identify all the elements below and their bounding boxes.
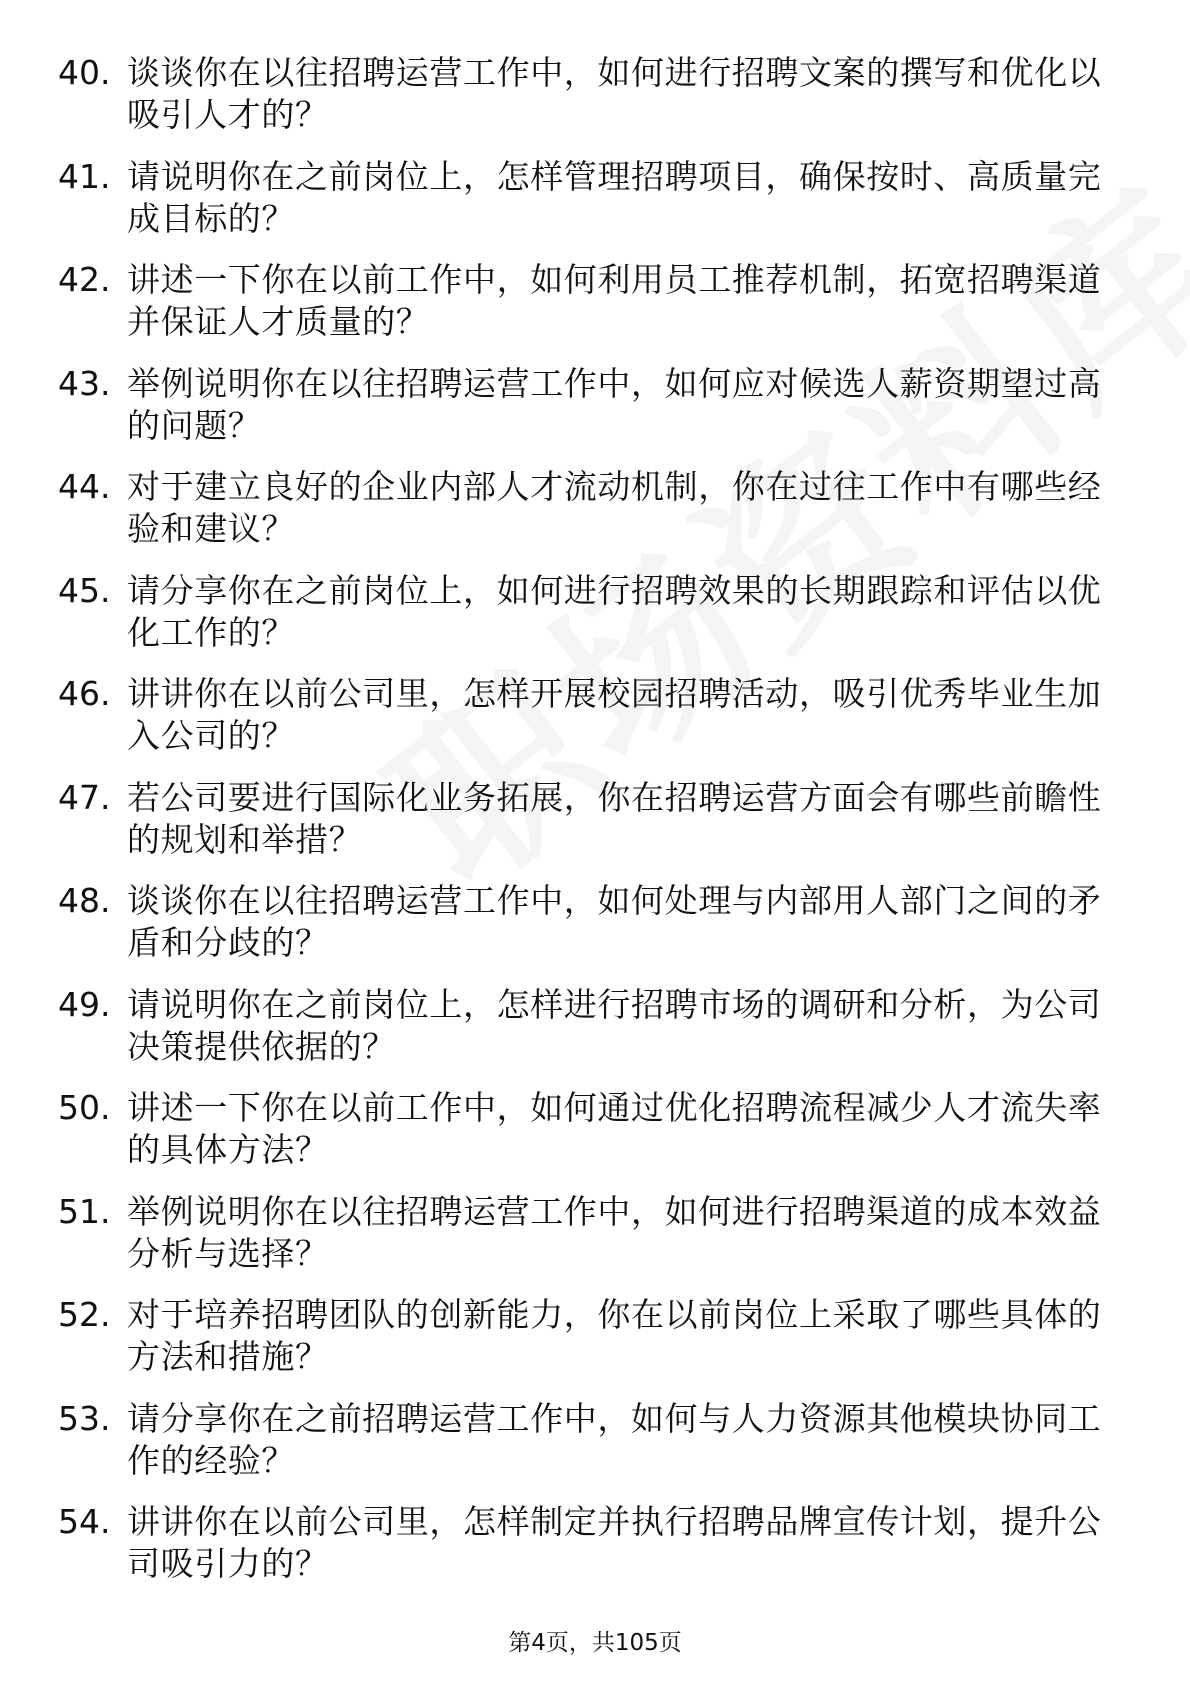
question-number: 44.	[58, 467, 111, 506]
question-item	[0, 1087, 1190, 1191]
question-item	[0, 777, 1190, 881]
question-number: 48.	[58, 881, 111, 920]
question-text: 请说明你在之前岗位上，怎样进行招聘市场的调研和分析，为公司决策提供依据的？	[127, 984, 1102, 1066]
question-number: 54.	[58, 1502, 111, 1541]
question-number: 52.	[58, 1295, 111, 1334]
question-text: 讲述一下你在以前工作中，如何利用员工推荐机制，拓宽招聘渠道并保证人才质量的？	[127, 260, 1102, 341]
question-text: 谈谈你在以往招聘运营工作中，如何处理与内部用人部门之间的矛盾和分歧的？	[127, 881, 1102, 962]
question-item	[0, 1191, 1190, 1295]
question-text: 举例说明你在以往招聘运营工作中，如何应对候选人薪资期望过高的问题？	[127, 363, 1102, 445]
question-text: 对于建立良好的企业内部人才流动机制，你在过往工作中有哪些经验和建议？	[127, 467, 1102, 548]
question-text: 若公司要进行国际化业务拓展，你在招聘运营方面会有哪些前瞻性的规划和举措？	[127, 777, 1102, 859]
question-number: 46.	[58, 674, 111, 713]
question-text: 举例说明你在以往招聘运营工作中，如何进行招聘渠道的成本效益分析与选择？	[127, 1191, 1102, 1273]
question-list	[0, 52, 1190, 1605]
question-text: 讲讲你在以前公司里，怎样制定并执行招聘品牌宣传计划，提升公司吸引力的？	[127, 1502, 1102, 1583]
question-number: 41.	[58, 156, 111, 196]
question-text: 请分享你在之前岗位上，如何进行招聘效果的长期跟踪和评估以优化工作的？	[127, 570, 1102, 652]
question-number: 43.	[58, 363, 111, 403]
question-number: 49.	[58, 984, 111, 1024]
question-text: 谈谈你在以往招聘运营工作中，如何进行招聘文案的撰写和优化以吸引人才的？	[127, 53, 1102, 134]
question-number: 50.	[58, 1088, 111, 1127]
question-item	[0, 1398, 1190, 1502]
question-item	[0, 1501, 1190, 1605]
question-number: 53.	[58, 1398, 111, 1438]
question-item	[0, 259, 1190, 363]
question-item	[0, 156, 1190, 260]
question-item	[0, 52, 1190, 156]
question-number: 42.	[58, 260, 111, 299]
question-item	[0, 984, 1190, 1088]
question-number: 51.	[58, 1191, 111, 1231]
question-item	[0, 673, 1190, 777]
question-text: 对于培养招聘团队的创新能力，你在以前岗位上采取了哪些具体的方法和措施？	[127, 1295, 1102, 1376]
question-text: 请分享你在之前招聘运营工作中，如何与人力资源其他模块协同工作的经验？	[127, 1398, 1102, 1480]
question-item	[0, 880, 1190, 984]
page-footer: 第4页，共105页	[508, 1630, 682, 1656]
question-number: 47.	[58, 777, 111, 817]
question-item	[0, 466, 1190, 570]
question-item	[0, 570, 1190, 674]
question-number: 40.	[58, 53, 111, 92]
question-text: 讲讲你在以前公司里，怎样开展校园招聘活动，吸引优秀毕业生加入公司的？	[127, 674, 1102, 755]
question-text: 讲述一下你在以前工作中，如何通过优化招聘流程减少人才流失率的具体方法？	[127, 1088, 1102, 1169]
question-text: 请说明你在之前岗位上，怎样管理招聘项目，确保按时、高质量完成目标的？	[127, 156, 1102, 238]
question-number: 45.	[58, 570, 111, 610]
question-item	[0, 1294, 1190, 1398]
question-item	[0, 363, 1190, 467]
